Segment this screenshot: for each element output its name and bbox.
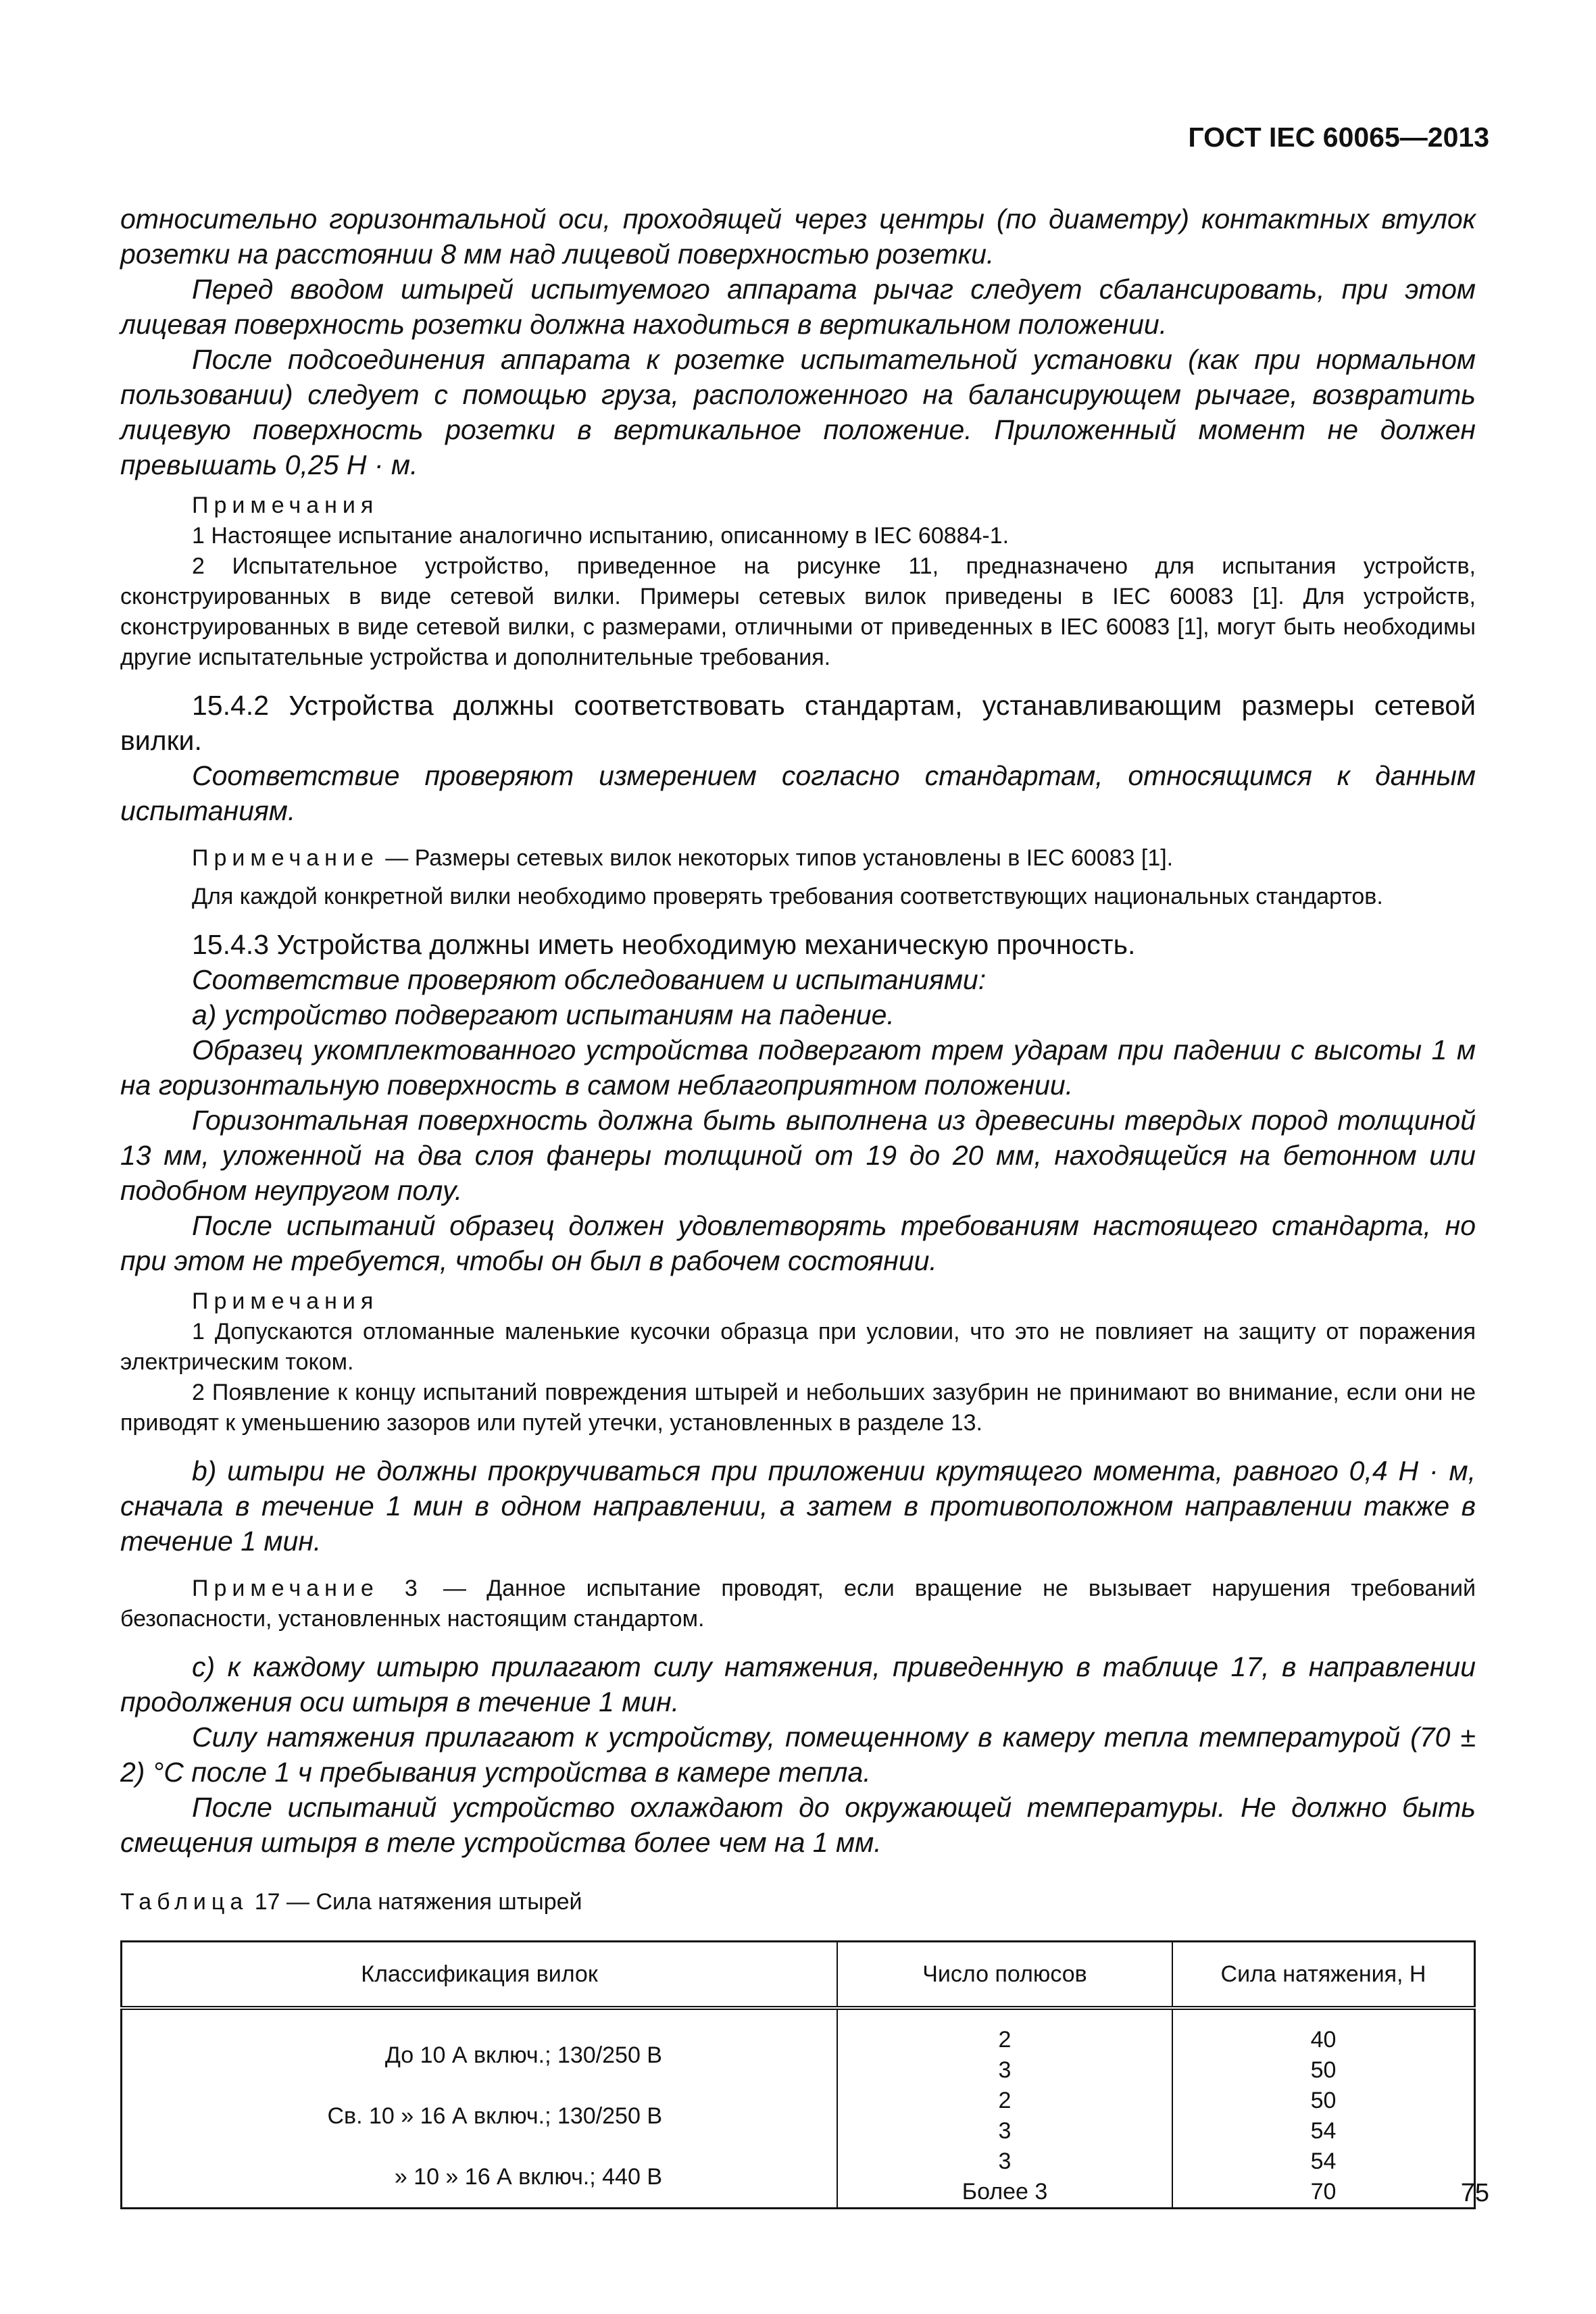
note: 1 Настоящее испытание аналогично испытанию, описанному в IEC 60884-1.: [192, 523, 1009, 549]
table-caption-label: Таблица: [120, 1889, 249, 1915]
classification-group: До 10 А включ.; 130/250 В: [384, 2042, 662, 2068]
paragraph: Горизонтальная поверхность должна быть выполнена из древесины твердых пород толщиной 13 мм, уложенной на два слоя фанеры толщиной от 19 до 20 мм, находящейся на бетонном или подобном неупругом полу.: [120, 1105, 1476, 1206]
force-cell: [1172, 2008, 1475, 2209]
force-value: 70: [1310, 2179, 1337, 2205]
paragraph: После испытаний образец должен удовлетворять требованиям настоящего стандарта, но при этом не требуется, чтобы он был в рабочем состоянии.: [120, 1210, 1476, 1276]
note-label: Примечание: [192, 845, 379, 871]
column-header: Число полюсов: [837, 1942, 1172, 2009]
note: [120, 843, 1476, 874]
table-header-row: [122, 1942, 1475, 2009]
poles-value: 3: [998, 2118, 1012, 2144]
paragraph: Образец укомплектованного устройства подвергают трем ударам при падении с высоты 1 м на горизонтальную поверхность в самом неблагоприятном положении.: [120, 1034, 1476, 1101]
paragraph: Перед вводом штырей испытуемого аппарата рычаг следует сбалансировать, при этом лицевая поверхность розетки должна находиться в вертикальном положении.: [120, 274, 1476, 340]
paragraph: с) к каждому штырю прилагают силу натяжения, приведенную в таблице 17, в направлении продолжения оси штыря в течение 1 мин.: [120, 1651, 1476, 1717]
classification-group: Св. 10 » 16 А включ.; 130/250 В: [327, 2103, 662, 2129]
poles-value: 2: [998, 2088, 1012, 2113]
poles-value: 3: [998, 2148, 1012, 2174]
poles-cell: [837, 2008, 1172, 2209]
column-header: Классификация вилок: [122, 1942, 838, 2009]
classification-cell: [122, 2008, 838, 2209]
paragraph: Для каждой конкретной вилки необходимо проверять требования соответствующих национальных стандартов.: [192, 884, 1383, 909]
paragraph: а) устройство подвергают испытаниям на падение.: [192, 999, 895, 1030]
clause-15-4-3: 15.4.3 Устройства должны иметь необходимую механическую прочность.: [192, 929, 1136, 960]
table-caption: [120, 1887, 1476, 1917]
paragraph: После подсоединения аппарата к розетке испытательной установки (как при нормальном пользовании) следует с помощью груза, расположенного на балансирующем рычаге, возвратить лицевую поверхность розетки в вертикальное положение. Приложенный момент не должен превышать 0,25 Н · м.: [120, 344, 1476, 480]
note: [120, 1574, 1476, 1634]
force-value: 54: [1310, 2118, 1337, 2144]
table-caption-text: 17 — Сила натяжения штырей: [248, 1889, 582, 1915]
poles-value: Более 3: [962, 2179, 1048, 2205]
document-code-header: ГОСТ IEC 60065—2013: [1188, 122, 1489, 153]
note: 2 Испытательное устройство, приведенное на рисунке 11, предназначено для испытания устройств, сконструированных в виде сетевой вилки. Примеры сетевых вилок приведены в IEC 60083 [1]. Для устройств, сконструированных в виде сетевой вилки, с размерами, отличными от приведенных в IEC 60083 [1], могут быть необходимы другие испытательные устройства и дополнительные требования.: [120, 553, 1476, 670]
tension-table: [120, 1940, 1476, 2209]
note: 2 Появление к концу испытаний повреждения штырей и небольших зазубрин не принимают во внимание, если они не приводят к уменьшению зазоров или путей утечки, установленных в разделе 13.: [120, 1380, 1476, 1436]
paragraph: После испытаний устройство охлаждают до окружающей температуры. Не должно быть смещения штыря в теле устройства более чем на 1 мм.: [120, 1792, 1476, 1858]
page-number: 75: [1460, 2179, 1489, 2207]
paragraph: Силу натяжения прилагают к устройству, помещенному в камеру тепла температурой (70 ± 2) °С после 1 ч пребывания устройства в камере тепла.: [120, 1721, 1476, 1788]
note: 1 Допускаются отломанные маленькие кусочки образца при условии, что это не повлияет на защиту от поражения электрическим током.: [120, 1319, 1476, 1375]
poles-value: 2: [998, 2027, 1012, 2053]
paragraph: Соответствие проверяют измерением согласно стандартам, относящимся к данным испытаниям.: [120, 760, 1476, 826]
table-row: [122, 2008, 1475, 2209]
classification-group: » 10 » 16 А включ.; 440 В: [394, 2163, 662, 2190]
notes-heading: Примечания: [192, 493, 379, 518]
note-text: — Размеры сетевых вилок некоторых типов установлены в IEC 60083 [1].: [378, 845, 1174, 871]
force-value: 50: [1310, 2088, 1337, 2113]
column-header: Сила натяжения, Н: [1172, 1942, 1475, 2009]
force-value: 54: [1310, 2148, 1337, 2174]
paragraph: Соответствие проверяют обследованием и испытаниями:: [192, 964, 987, 995]
page-body: [120, 201, 1476, 2209]
force-value: 40: [1310, 2027, 1337, 2053]
poles-value: 3: [998, 2057, 1012, 2083]
force-value: 50: [1310, 2057, 1337, 2083]
notes-heading: Примечания: [192, 1288, 379, 1314]
paragraph: b) штыри не должны прокручиваться при приложении крутящего момента, равного 0,4 Н · м, сначала в течение 1 мин в одном направлении, а затем в противоположном направлении также в течение 1 мин.: [120, 1455, 1476, 1557]
paragraph: относительно горизонтальной оси, проходящей через центры (по диаметру) контактных втулок розетки на расстоянии 8 мм над лицевой поверхностью розетки.: [120, 203, 1476, 270]
clause-15-4-2: 15.4.2 Устройства должны соответствовать стандартам, устанавливающим размеры сетевой вилки.: [120, 690, 1476, 756]
note-text: — Данное испытание проводят, если вращение не вызывает нарушения требований безопасности, установленных настоящим стандартом.: [120, 1576, 1476, 1632]
note-label: Примечание 3: [192, 1576, 423, 1601]
